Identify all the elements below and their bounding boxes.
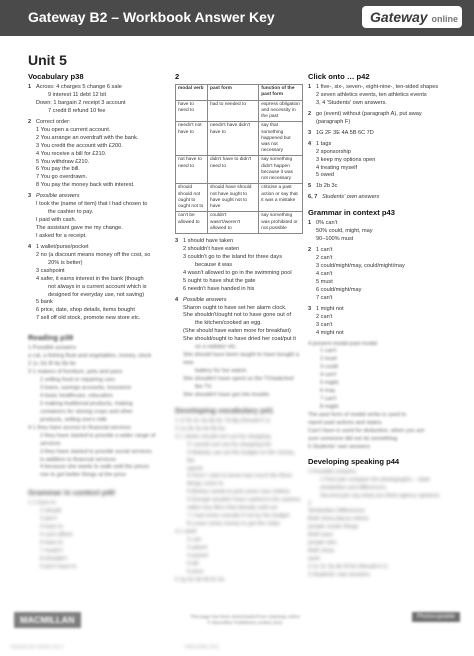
answer-line: 2 shouldn't have eaten: [183, 245, 240, 252]
answer-line: 6 price, date, shop details, items bought: [36, 307, 135, 314]
document-title: Gateway B2 – Workbook Answer Key: [28, 9, 275, 25]
table-cell: criticise a past action or say that it was a mistake: [259, 184, 303, 212]
answer-line: 3 could/might/may, could/might/may: [316, 263, 405, 270]
answer-line: go (event) without (paragraph A), put away: [316, 110, 422, 117]
answer-line: Can't have is used for deduction, when you are: [308, 427, 425, 434]
answer-line: Possible answers: [183, 296, 227, 303]
answer-line: 7 can't: [316, 294, 333, 301]
table-row: [176, 122, 303, 156]
answer-line: on a radiator etc.: [195, 344, 237, 351]
table-header-cell: past form: [208, 85, 259, 100]
answer-line: 6 could/might/may: [316, 286, 362, 293]
answer-line: Across: 4 charges 5 change 6 sale: [36, 84, 122, 91]
answer-line: 4 have to: [40, 524, 64, 531]
exercise-1: 1 Across: 4 charges 5 change 6 sale 9 interest 11 debt 12 bit Down: 1 bargain 2 receipt 3 account 7 credit 8 refund 10 fee: [28, 84, 166, 116]
answer-line: 2 can't: [316, 313, 333, 320]
gateway-logo: [362, 6, 462, 28]
answer-line: (paragraph F): [316, 118, 351, 125]
section-heading-vocabulary: Vocabulary p38: [28, 72, 84, 81]
table-cell: should should not ought to ought not to: [176, 184, 208, 212]
exercise-4: 4 1 tags 2 sponsorship 3 keep my options open 4 treating myself 5 owed: [308, 141, 458, 181]
exercise-2: 2 1 can't 2 can't 3 could/might/may, could/might/may 4 can't 5 must 6 could/might/may 7 can't: [308, 247, 458, 303]
answer-line: 5 1g 2a 3d 4b 5c 6e: [175, 576, 225, 583]
answer-line: 1 might not: [316, 305, 344, 312]
answer-line: 9 don't have to: [40, 563, 77, 570]
answer-line: 4 1 shelf: [175, 529, 197, 536]
answer-line: 1 1 have to: [28, 500, 56, 507]
footer-left-tag: Gateway B2 Answer Key 5: [10, 644, 64, 649]
exercise-5: 5 1b 2b 3c: [308, 183, 458, 191]
answer-line: 5 You withdraw £210.: [36, 158, 90, 165]
section-heading-click-onto: Click onto … p42: [308, 72, 370, 81]
answer-line: 7 mustn't: [40, 548, 63, 555]
answer-line: 2 must: [320, 356, 337, 363]
answer-line: similarities and differences.: [320, 484, 388, 491]
exercise-2: 2 go (event) without (paragraph A), put away (paragraph F): [308, 111, 458, 127]
blurred-reading-section: [28, 333, 166, 480]
answer-line: 6 have to: [40, 540, 64, 547]
answer-line: 7 You go overdrawn.: [36, 174, 88, 181]
answer-line: rather buy films that already sold out: [187, 505, 278, 512]
exercise-3: 3 1 should have taken 2 shouldn't have eaten 3 couldn't go to the island for three days because it was 4 wasn't allowed to go in the swimming pool 5 ought to have shut the gate 6 needn't have handed in his: [175, 238, 303, 294]
answer-line: 2 can't: [316, 255, 333, 262]
answer-line: things come to: [187, 481, 224, 488]
answer-line: 3 You credit the account with £200.: [36, 142, 123, 149]
answer-line: Sharon ought to have set her alarm clock.: [183, 304, 287, 311]
answer-line: sure someone did not do something.: [308, 435, 399, 442]
answer-line: 6 may: [320, 388, 336, 395]
answer-line: people create things: [308, 524, 359, 531]
section-heading-developing-speaking: Developing speaking p44: [308, 456, 400, 466]
answer-line: 4 basic healthcare, education: [40, 393, 113, 400]
answer-line: I paid with cash.: [36, 217, 77, 224]
answer-line: 4 wasn't allowed to go in the swimming pool: [183, 269, 292, 276]
answer-line: 50% could, might, may: [316, 228, 373, 235]
section-heading-grammar: Grammar in context p43: [308, 208, 395, 218]
answer-line: 4 1 they have access to financial services: [28, 424, 131, 431]
answer-line: designed for everyday use, not saving): [48, 291, 145, 298]
answer-line: people who: [308, 540, 337, 547]
photocopiable-badge: Photocopiable: [412, 612, 460, 622]
answer-line: products, selling one's milk: [40, 416, 107, 423]
answer-line: 1 Possible answers: [308, 468, 357, 475]
column-3: [308, 70, 458, 580]
answer-line: 8 shouldn't: [40, 556, 67, 563]
answer-line: Similarities Differences: [308, 508, 365, 515]
answer-line: 7 I had some overalls if not by the budget: [187, 513, 290, 520]
answer-line: containers for storing crops and other: [40, 408, 133, 415]
table-cell: didn't have to didn't need to: [208, 156, 259, 184]
answer-line: 1 should have taken: [183, 238, 234, 245]
answer-line: 2 no (a discount means money off the cost, so: [36, 251, 151, 258]
blurred-speaking-section: [308, 469, 458, 580]
exercise-3: 3 1G 2F 3E 4A 5B 6C 7D: [308, 130, 458, 138]
answer-line: 2 sponsorship: [316, 148, 351, 155]
answer-line: 9 interest 11 debt 12 bit: [48, 92, 107, 99]
copyright-notice: [170, 614, 320, 626]
answer-line: She shouldn't/ought not to have gone out of: [183, 312, 292, 319]
answer-line: a cat, a fishing float and vegetables, money, stock: [28, 353, 152, 360]
exercise-1: 1 1 five-, six-, seven-, eight-nine-, ten-sided shapes 2 seven athletics events, ten athletics events 3, 4 'Students' own answers.: [308, 84, 458, 108]
answer-line: 4 treating myself: [316, 164, 358, 171]
answer-line: 2 seven athletics events, ten athletics events: [316, 92, 427, 99]
answer-line: The assistant gave me my change.: [36, 225, 123, 232]
answer-line: 2: [308, 500, 312, 507]
blurred-lines: [183, 344, 303, 400]
answer-line: 3 advert: [187, 544, 208, 551]
answer-line: 3 could: [320, 364, 339, 371]
table-cell: had to needed to: [208, 100, 259, 122]
answer-line: 3 loans, savings accounts, insurance: [40, 385, 132, 392]
column-2: [175, 70, 303, 585]
answer-line: 1 five-, six-, seven-, eight-nine-, ten-sided shapes: [316, 84, 439, 91]
answer-line: 1 First pair compare the photographs – state: [320, 476, 431, 483]
answer-line: 3, 4 'Students' own answers.: [316, 99, 387, 106]
exercise-4: 4 1 wallet/purse/pocket 2 no (a discount means money off the cost, so 20% is better) 3 cashpoint 4 safer, it earns interest in the bank (though not always in a current account which is designed for everyday use, not saving) 5 bank 6 price, date, shop details, items bought 7 sell off old stock, promote new store etc.: [28, 244, 166, 323]
answer-line: She shouldn't have got into trouble.: [183, 391, 271, 398]
answer-line: Students' own answers: [322, 194, 380, 201]
blurred-grammar-section: [28, 488, 166, 572]
answer-line: because it was: [195, 261, 233, 268]
answer-line: report past actions and states.: [308, 419, 383, 426]
answer-line: 1 wallet/purse/pocket: [36, 243, 89, 250]
answer-line: 1 tags: [316, 140, 332, 147]
answer-line: Both show: [308, 548, 335, 555]
section-heading-reading: Reading p39: [28, 333, 74, 343]
table-cell: can't be allowed to: [176, 212, 208, 234]
answer-line: 5 bank: [36, 299, 53, 306]
answer-line: 6 George wouldn't have rushed in the camera: [187, 497, 301, 504]
answer-line: services: [40, 440, 61, 447]
blurred-grammar-table: [308, 341, 458, 452]
answer-line: 5 Britney needs to pick some new clothes: [187, 489, 290, 496]
answer-line: Possible answers: [36, 193, 80, 200]
modal-verbs-table: [175, 84, 303, 234]
column-1: [28, 70, 166, 572]
answer-line: Both have: [308, 532, 334, 539]
table-cell: couldn't wasn't/weren't allowed to: [208, 212, 259, 234]
answer-line: (She should have eaten more for breakfast): [183, 328, 291, 335]
answer-line: the kitchen/cooked an egg.: [195, 320, 262, 327]
answer-line: 4 Students' own answers: [308, 571, 371, 578]
answer-line: 4 because she wants to walk until the prices: [40, 464, 150, 471]
answer-line: the cashier to pay.: [48, 209, 94, 216]
table-cell: should have should not have ought to have ought not to have: [208, 184, 259, 212]
answer-line: 5 ought to have shut the gate: [183, 277, 256, 284]
table-row: [176, 100, 303, 122]
answer-line: 90–100% must: [316, 236, 354, 243]
answer-line: 1 You open a current account.: [36, 126, 111, 133]
answer-line: 1G 2F 3E 4A 5B 6C 7D: [316, 129, 374, 136]
answer-line: 6 needn't have handed in his: [183, 285, 255, 292]
answer-line: Correct order:: [36, 118, 71, 125]
logo-suffix: online: [431, 14, 458, 24]
answer-line: 1 Possible answers: [28, 345, 77, 352]
answer-line: 0% can't: [316, 220, 338, 227]
answer-line: 3 can't: [316, 321, 333, 328]
answer-line: 5 must: [316, 278, 333, 285]
answer-line: 3 they have started to provide social services: [40, 448, 152, 455]
answer-line: Down: 1 bargain 2 receipt 3 account: [36, 99, 126, 106]
table-header-cell: modal verb: [176, 85, 208, 100]
table-row: [176, 184, 303, 212]
answer-line: 4 safer, it earns interest in the bank (though: [36, 275, 144, 282]
answer-line: 4 Once I start to know how much the three: [187, 473, 293, 480]
answer-line: 2 I would sort out his shopping list: [187, 441, 271, 448]
answer-line: rise to get better things at the price: [40, 472, 127, 479]
table-row: [176, 156, 303, 184]
exercise-3: 3 1 might not 2 can't 3 can't 4 might not: [308, 306, 458, 338]
answer-line: 20% is better): [48, 259, 83, 266]
answer-line: 5 can't afford: [40, 532, 73, 539]
answer-line: battery for her watch.: [195, 368, 248, 375]
answer-line: She should/ought to have dried her coat/put it: [183, 336, 296, 343]
section-heading-grammar: Grammar in context p40: [28, 488, 115, 498]
answer-line: spend: [187, 465, 203, 472]
table-cell: say something was prohibited or not possible: [259, 212, 303, 234]
answer-line: I took the (name of item) that I had chosen to: [36, 201, 148, 208]
table-cell: say that something happened but was not necessary: [259, 122, 303, 156]
answer-line: 1b 2b 3c: [316, 183, 338, 190]
notice-line: This page has been downloaded from Gateway online: [190, 614, 300, 619]
notice-line: © Macmillan Publishers Limited 2011: [207, 619, 283, 625]
answer-line: 6 You pay the bill.: [36, 166, 80, 173]
table-cell: not have to need to: [176, 156, 208, 184]
answer-line: not always in a current account which is: [48, 283, 147, 290]
answer-line: 2 1c 2d 3f 4a 5b 6e: [28, 361, 76, 368]
unit-title: Unit 5: [28, 52, 67, 68]
exercise-2: 2 Correct order: 1 You open a current account. 2 You arrange an overdraft with the bank. 3 You credit the account with £200. 4 You receive a bill for £210. 5 You withdraw £210. 6 You pay the bill. 7 You go overdrawn. 8 You pay the money back with interest.: [28, 119, 166, 190]
answer-line: 4 packet: [187, 552, 209, 559]
answer-line: The past form of modal verbs is used to: [308, 411, 407, 418]
blurred-developing-vocabulary: [175, 406, 303, 585]
answer-line: 4 present modal past modal: [308, 340, 378, 347]
table-cell: needn't have didn't have to: [208, 122, 259, 156]
answer-line: Second pair say what you think agency opinions: [320, 492, 440, 499]
answer-line: in addition to financial services: [40, 456, 116, 463]
answer-line: 2 1a 2b 3a 4a 5b 6a: [175, 425, 225, 432]
table-cell: have to need to: [176, 100, 208, 122]
answer-line: 3 1 Jamie should sort out his shopping: [175, 433, 271, 440]
answer-line: Both show places where: [308, 516, 369, 523]
answer-line: I asked for a receipt.: [36, 232, 87, 239]
answer-line: 5 making traditional products, making: [40, 400, 133, 407]
answer-line: 1 can't: [320, 348, 337, 355]
answer-line: 2 You arrange an overdraft with the bank.: [36, 134, 139, 141]
table-cell: needn't not have to: [176, 122, 208, 156]
header-bar: [0, 0, 474, 36]
table-header-row: [176, 85, 303, 100]
answer-line: 2 should: [40, 508, 62, 515]
answer-line: 4 You receive a bill for £210.: [36, 150, 107, 157]
answer-line: 2 they have started to provide a wider range of: [40, 432, 156, 439]
answer-line: 3 keep my options open: [316, 156, 376, 163]
exercise-number: 2: [175, 72, 180, 81]
exercise-1: 1 0% can't 50% could, might, may 90–100% must: [308, 220, 458, 244]
exercise-3: 3 Possible answers I took the (name of item) that I had chosen to the cashier to pay. I paid with cash. The assistant gave me my change. I asked for a receipt.: [28, 193, 166, 241]
answer-line: 2 selling food or repairing cars: [40, 377, 115, 384]
answer-line: 7 can't: [320, 396, 337, 403]
answer-line: 3 1 makers of furniture, pots and pans: [28, 369, 123, 376]
answer-line: 7 sell off old stock, promote new store etc.: [36, 315, 141, 322]
answer-line: 8 Leave some money to get the chips: [187, 521, 280, 528]
answer-line: 3 1e 2c 3a 4b 5f 6d (Should it 1): [308, 564, 388, 571]
answer-line: 3 Nobody can set the budget on the money, the: [187, 449, 296, 464]
footer-right-tag: ©Macmillan 2011: [184, 644, 220, 649]
answer-line: 2 cart: [187, 536, 201, 543]
answer-line: 5 owed: [316, 172, 335, 179]
answer-line: 8 You pay the money back with interest.: [36, 182, 135, 189]
answer-line: work: [308, 556, 320, 563]
answer-line: 7 credit 8 refund 10 fee: [48, 107, 106, 114]
answer-line: 5 Students' own answers: [308, 443, 371, 450]
answer-line: 5 bill: [187, 560, 199, 567]
exercise-6-7: 6, 7 Students' own answers: [308, 194, 458, 202]
answer-line: 6 price: [187, 568, 204, 575]
table-cell: say something didn't happen because it was not necessary: [259, 156, 303, 184]
answer-line: 4 can't: [320, 372, 337, 379]
answer-line: the TV.: [195, 383, 213, 390]
answer-line: 3 couldn't go to the island for three days: [183, 253, 283, 260]
answer-line: She should have been taught to have bought a new: [183, 352, 300, 367]
logo-text: Gateway: [370, 9, 428, 25]
answer-line: She shouldn't have spent so the TV/watched: [183, 375, 294, 382]
table-cell: express obligation and necessity in the past: [259, 100, 303, 122]
answer-line: 1 1f 2h 3c 4a 5b 6e 7d 8g (Should it 1): [175, 417, 271, 424]
answer-line: 4 might not: [316, 329, 344, 336]
answer-line: 3 don't: [40, 516, 57, 523]
table-header-cell: function of the past form: [259, 85, 303, 100]
table-row: [176, 212, 303, 234]
answer-line: 8 might: [320, 404, 339, 411]
macmillan-logo: MACMILLAN: [14, 612, 81, 628]
page-footer-strip: [0, 640, 474, 656]
answer-line: 3 cashpoint: [36, 267, 65, 274]
answer-line: 5 might: [320, 380, 339, 387]
exercise-4: 4 Possible answers Sharon ought to have set her alarm clock. She shouldn't/ought not to have gone out of the kitchen/cooked an egg. (She should have eaten more for breakfast) She should/ought to have dried her coat/put it on a radiator etc. She should have been taught to have bought a new battery for her watch. She shouldn't have spent so the TV/watched the TV. She shouldn't have got into trouble.: [175, 297, 303, 400]
answer-line: 4 can't: [316, 271, 333, 278]
answer-line: 1 can't: [316, 247, 333, 254]
section-heading-developing-vocabulary: Developing vocabulary p41: [175, 405, 274, 415]
